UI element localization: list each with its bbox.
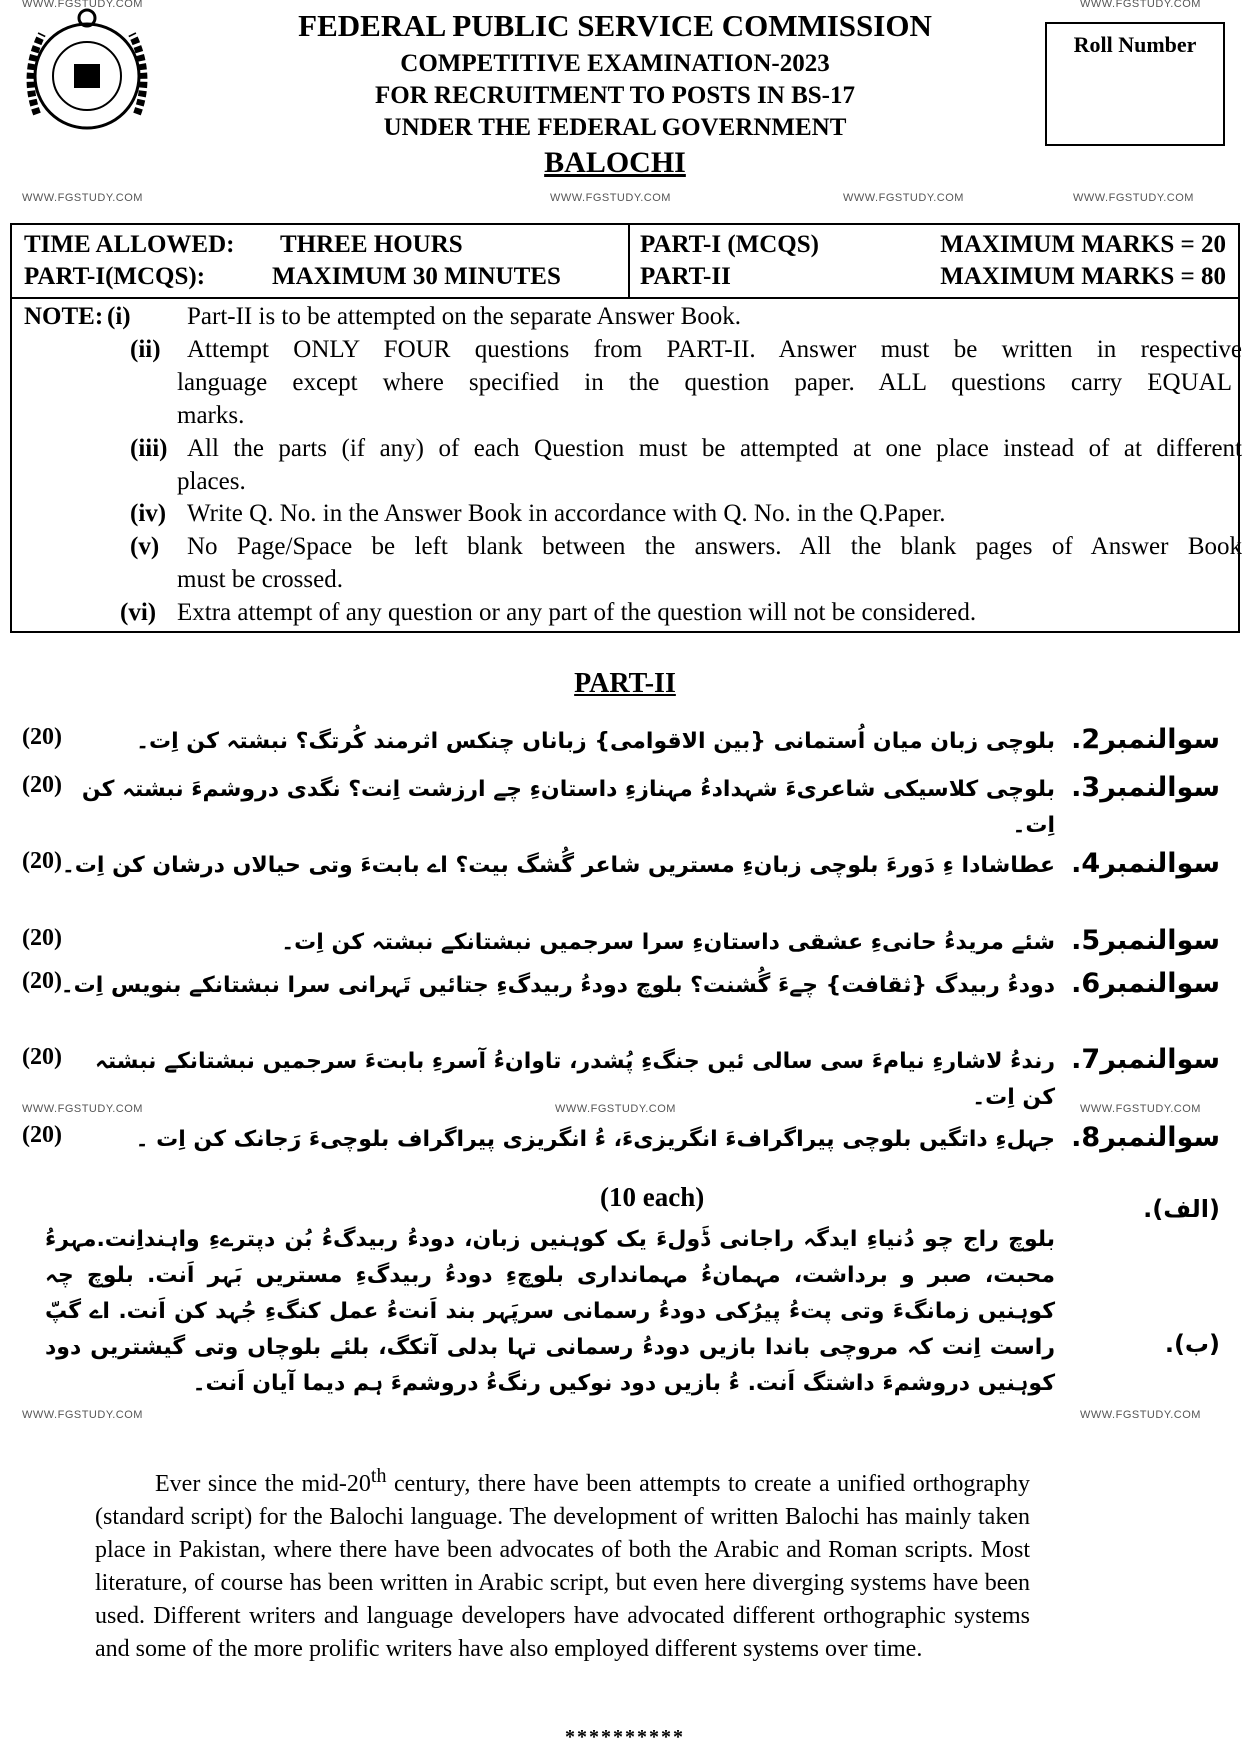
question-number: سوالنمبر3. xyxy=(1071,772,1220,803)
note-line: language except where specified in the question paper. ALL questions carry EQUAL xyxy=(177,369,1232,396)
timing-table xyxy=(10,223,1240,299)
part2-marks-label: PART-II xyxy=(640,263,731,290)
question-number: سوالنمبر6. xyxy=(1071,968,1220,999)
sub-question-b: (ب). xyxy=(1164,1330,1220,1358)
question-text: عطاشادا ءِ دَورءَ بلوچی زبانءِ مستریں شاعر گُشگ بیت؟ اے بابتءَ وتی حیالاں درشان کن اِت۔ xyxy=(61,853,1055,878)
question-text: دودءُ ربیدگ {ثقافت} چےءَ گُشنت؟ بلوچ دودءُ ربیدگءِ جتائیں تَہرانی سرا نبشتانکے بنویس اِت۔ xyxy=(60,973,1055,998)
question-text: شئے مریدءُ حانیءِ عشقی داستانءِ سرا سرجمیں نبشتانکے نبشتہ کن اِت۔ xyxy=(281,930,1055,955)
note-line: All the parts (if any) of each Question must be attempted at one place instead of at different xyxy=(187,435,1242,462)
question-marks: (20) xyxy=(22,772,62,798)
watermark: WWW.FGSTUDY.COM xyxy=(22,192,143,204)
time-allowed-value: THREE HOURS xyxy=(280,231,463,258)
part2-marks-value: MAXIMUM MARKS = 80 xyxy=(940,263,1226,290)
part1-time-label: PART-I(MCQS): xyxy=(24,263,206,290)
question-marks: (20) xyxy=(22,968,62,994)
note-line: marks. xyxy=(177,402,245,429)
note-line: places. xyxy=(177,468,246,495)
note-number: (ii) xyxy=(130,336,161,363)
government-line: UNDER THE FEDERAL GOVERNMENT xyxy=(383,114,847,141)
question-text: بلوچی زبان میان اُستمانی {بین الاقوامی} زباناں چنکس اثرمند کُرتگ؟ نبشتہ کن اِت۔ xyxy=(136,729,1055,754)
balochi-passage: بلوچ راج چو دُنیاءِ ایدگہ راجانی ڈَولءَ یک کوہنیں زبان، دودءُ ربیدگءُ بُن دپترےءِ واہنداِنت.مہرءُ محبت، صبر و برداشت، مہمانءُ مہمانداری بلوچءِ دودءُ ربیدگءِ مستریں بَہر اَنت. بلوچ چہ کوہنیں زمانگءَ وتی پتءُ پیرُکی دودءُ رسمانی سرپَہر بند اَنتءُ عمل کنگءِ جُہد کن اَنت. اے گپّ راست اِنت کہ مروچی باندا بازیں دودءُ رسمانی تہا بدلی آتکگ، بلئے بلوچاں وتی گیشتریں دود کوہنیں دروشمءَ داشتگ اَنت. ءُ بازیں دود نوکیں رنگءُ دروشمءَ ہم دیما آیان اَنت۔ xyxy=(45,1227,1055,1396)
question-marks: (20) xyxy=(22,724,62,750)
note-number: (vi) xyxy=(120,599,157,626)
watermark: WWW.FGSTUDY.COM xyxy=(1073,192,1194,204)
subject-title: BALOCHI xyxy=(544,146,686,179)
fpsc-logo xyxy=(12,4,162,144)
note-number: (iv) xyxy=(130,500,167,527)
part2-title: PART-II xyxy=(574,668,676,699)
watermark: WWW.FGSTUDY.COM xyxy=(1080,0,1201,10)
note-line: No Page/Space be left blank between the answers. All the blank pages of Answer Book xyxy=(187,533,1242,560)
question-text: جہلءِ داتگیں بلوچی پیراگرافءَ انگریزیءَ، ءُ انگریزی پیراگراف بلوچیءَ رَجانک کن اِت ۔ xyxy=(135,1127,1055,1152)
part1-marks-value: MAXIMUM MARKS = 20 xyxy=(940,231,1226,258)
note-line: Attempt ONLY FOUR questions from PART-II. Answer must be written in respective xyxy=(187,336,1242,363)
watermark: WWW.FGSTUDY.COM xyxy=(1080,1103,1201,1115)
exam-title: COMPETITIVE EXAMINATION-2023 xyxy=(400,50,830,77)
watermark: WWW.FGSTUDY.COM xyxy=(843,192,964,204)
watermark: WWW.FGSTUDY.COM xyxy=(22,1409,143,1421)
note-number: (v) xyxy=(130,533,160,560)
english-passage xyxy=(95,1460,1030,1666)
passage-start: Ever since the mid-20 xyxy=(155,1471,371,1497)
question-marks: (20) xyxy=(22,1122,62,1148)
note-number: (iii) xyxy=(130,435,168,462)
question-number: سوالنمبر8. xyxy=(1071,1122,1220,1153)
watermark: WWW.FGSTUDY.COM xyxy=(1080,1409,1201,1421)
note-line: Part-II is to be attempted on the separate Answer Book. xyxy=(187,303,742,330)
instructions-box xyxy=(10,297,1240,633)
superscript: th xyxy=(370,1465,387,1487)
question-number: سوالنمبر5. xyxy=(1071,925,1220,956)
time-allowed-label: TIME ALLOWED: xyxy=(24,231,235,258)
question-text: رندءُ لاشارءِ نیامءَ سی سالی ئیں جنگءِ پُشدر، تاوانءُ آسرءِ بابتءَ سرجمیں نبشتانکے نبشتہ کن اِت۔ xyxy=(94,1049,1055,1110)
recruitment-line: FOR RECRUITMENT TO POSTS IN BS-17 xyxy=(375,82,855,109)
watermark: WWW.FGSTUDY.COM xyxy=(550,192,671,204)
roll-number-label: Roll Number xyxy=(1073,32,1197,57)
question-marks: (20) xyxy=(22,848,62,874)
note-line: Extra attempt of any question or any part of the question will not be considered. xyxy=(177,599,977,626)
part1-time-value: MAXIMUM 30 MINUTES xyxy=(272,263,561,290)
part1-marks-label: PART-I (MCQS) xyxy=(640,231,819,258)
question-number: سوالنمبر7. xyxy=(1071,1044,1220,1075)
question-marks: (20) xyxy=(22,925,62,951)
watermark: WWW.FGSTUDY.COM xyxy=(22,0,143,10)
note-label: NOTE: xyxy=(24,303,104,330)
watermark: WWW.FGSTUDY.COM xyxy=(22,1103,143,1115)
each-note: (10 each) xyxy=(600,1182,705,1212)
passage-rest: century, there have been attempts to create a unified orthography (standard script) for the Balochi language. The development of written Balochi has mainly taken place in Pakistan, where there have been advocates of both the Arabic and Roman scripts. Most literature, of course has been written in Arabic script, but even here diverging systems have been used. Different writers and language developers have advocated different orthographic systems and some of the more prolific writers have also employed different systems over time. xyxy=(95,1471,1031,1662)
note-line: must be crossed. xyxy=(177,566,343,593)
question-number: سوالنمبر4. xyxy=(1071,848,1220,879)
watermark: WWW.FGSTUDY.COM xyxy=(555,1103,676,1115)
question-number: سوالنمبر2. xyxy=(1071,724,1220,755)
end-marker: ********** xyxy=(565,1726,685,1748)
question-marks: (20) xyxy=(22,1044,62,1070)
note-number: (i) xyxy=(107,303,131,330)
roll-number-box[interactable] xyxy=(1045,22,1225,146)
org-title: FEDERAL PUBLIC SERVICE COMMISSION xyxy=(298,8,932,43)
note-line: Write Q. No. in the Answer Book in accordance with Q. No. in the Q.Paper. xyxy=(187,500,946,527)
question-text: بلوچی کلاسیکی شاعریءَ شہدادءُ مہنازءِ داستانءِ چے ارزشت اِنت؟ نگدی دروشمءَ نبشتہ کن اِت۔ xyxy=(81,777,1055,838)
sub-question-a: (الف). xyxy=(1143,1195,1220,1223)
